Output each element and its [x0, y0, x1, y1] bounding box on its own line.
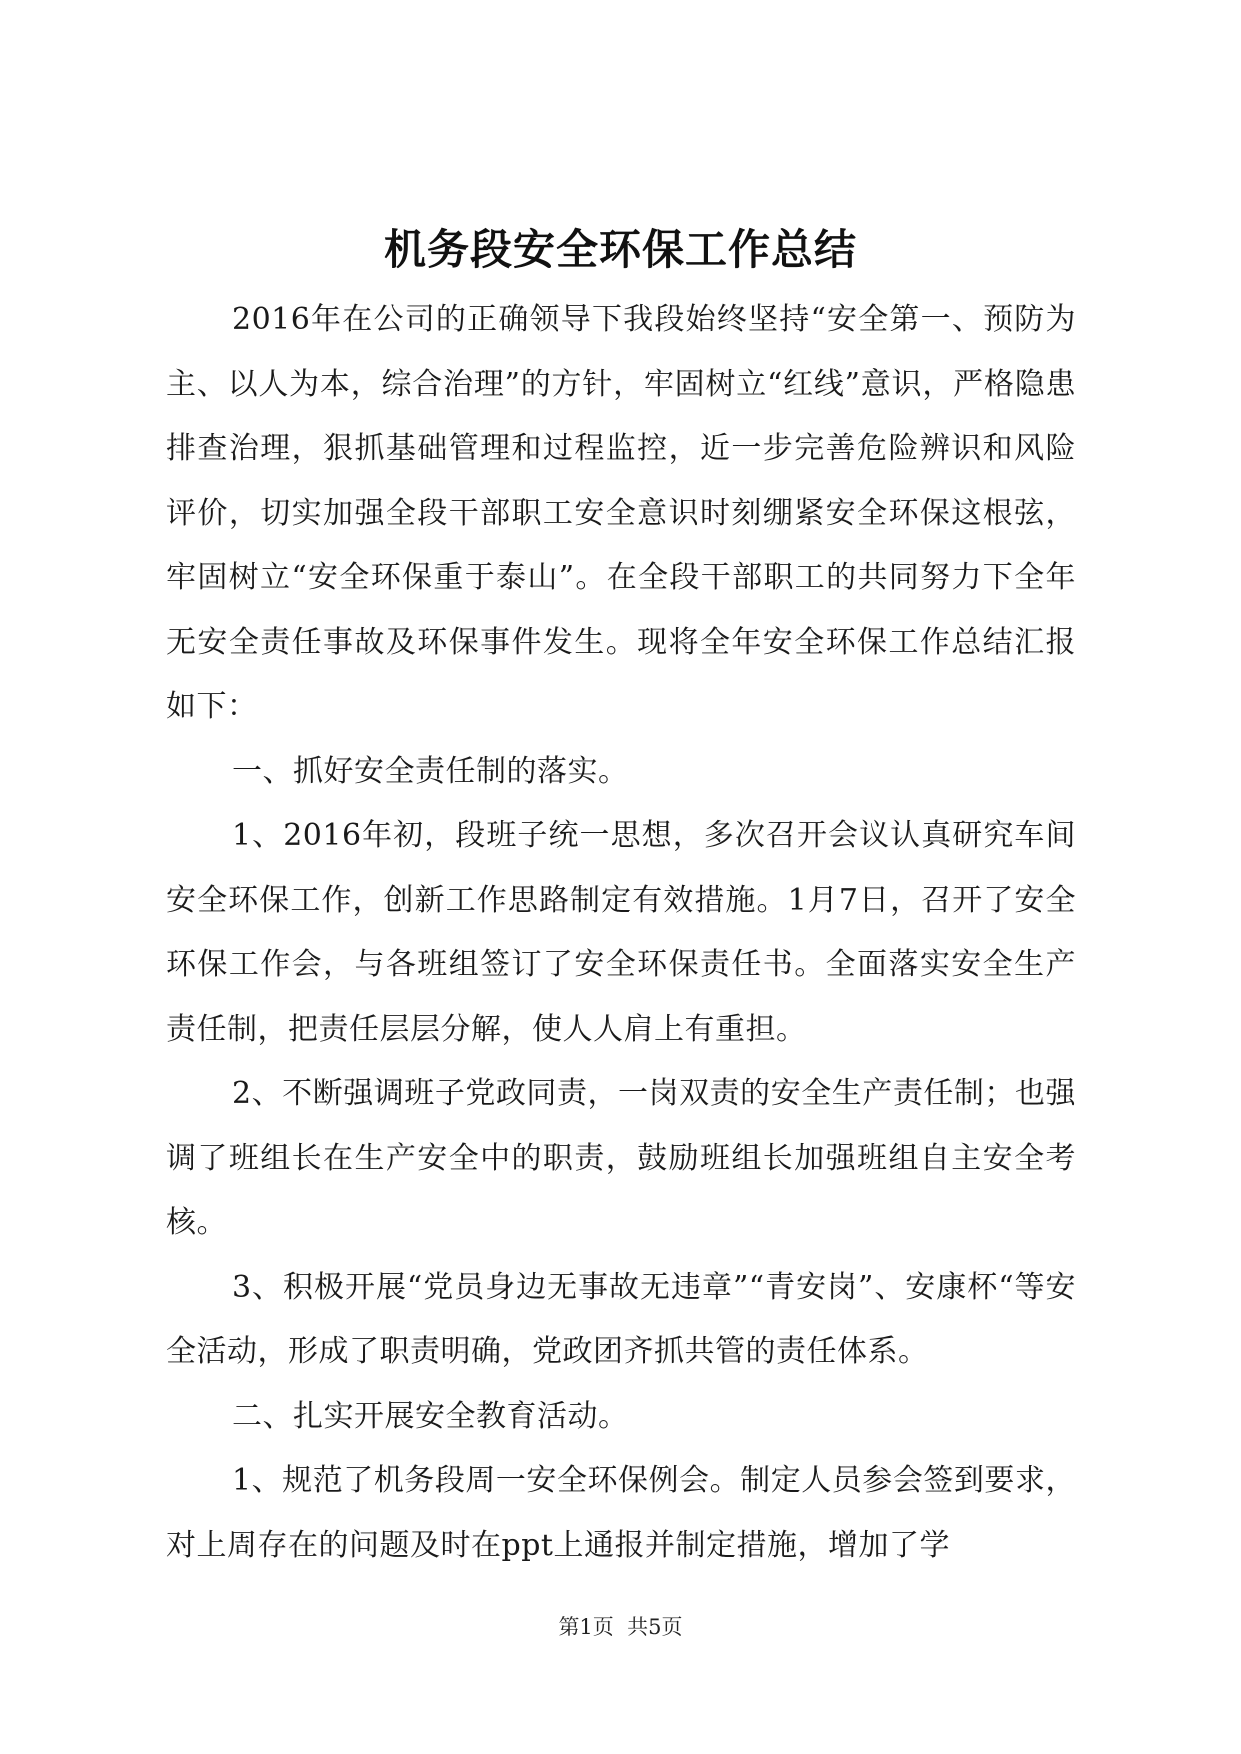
section-heading-2: 二、扎实开展安全教育活动。: [232, 1398, 629, 1434]
page-footer: [0, 1612, 1241, 1642]
footer-separator: [614, 1615, 627, 1639]
page-number: 第1页: [558, 1615, 614, 1639]
page-total: 共5页: [627, 1615, 683, 1639]
paragraph-1-2: 2、不断强调班子党政同责，一岗双责的安全生产责任制；也强调了班组长在生产安全中的职责，鼓励班组长加强班组自主安全考核。: [166, 1076, 1076, 1240]
document-title: 机务段安全环保工作总结: [383, 225, 857, 274]
paragraph-intro: 2016年在公司的正确领导下我段始终坚持“安全第一、预防为主、以人为本，综合治理”的方针，牢固树立“红线”意识，严格隐患排查治理，狠抓基础管理和过程监控，近一步完善危险辨识和风险评价，切实加强全段干部职工安全意识时刻绷紧安全环保这根弦，牢固树立“安全环保重于泰山”。在全段干部职工的共同努力下全年无安全责任事故及环保事件发生。现将全年安全环保工作总结汇报如下：: [166, 302, 1076, 724]
paragraph-2-1: 1、规范了机务段周一安全环保例会。制定人员参会签到要求，对上周存在的问题及时在ppt上通报并制定措施，增加了学: [166, 1463, 1076, 1563]
paragraph-1-3: 3、积极开展“党员身边无事故无违章”“青安岗”、安康杯“等安全活动，形成了职责明确，党政团齐抓共管的责任体系。: [166, 1269, 1076, 1369]
paragraph-1-1: 1、2016年初，段班子统一思想，多次召开会议认真研究车间安全环保工作，创新工作思路制定有效措施。1月7日，召开了安全环保工作会，与各班组签订了安全环保责任书。全面落实安全生产责任制，把责任层层分解，使人人肩上有重担。: [166, 818, 1076, 1047]
document-body: [166, 288, 1076, 1578]
section-heading-1: 一、抓好安全责任制的落实。: [232, 753, 629, 789]
